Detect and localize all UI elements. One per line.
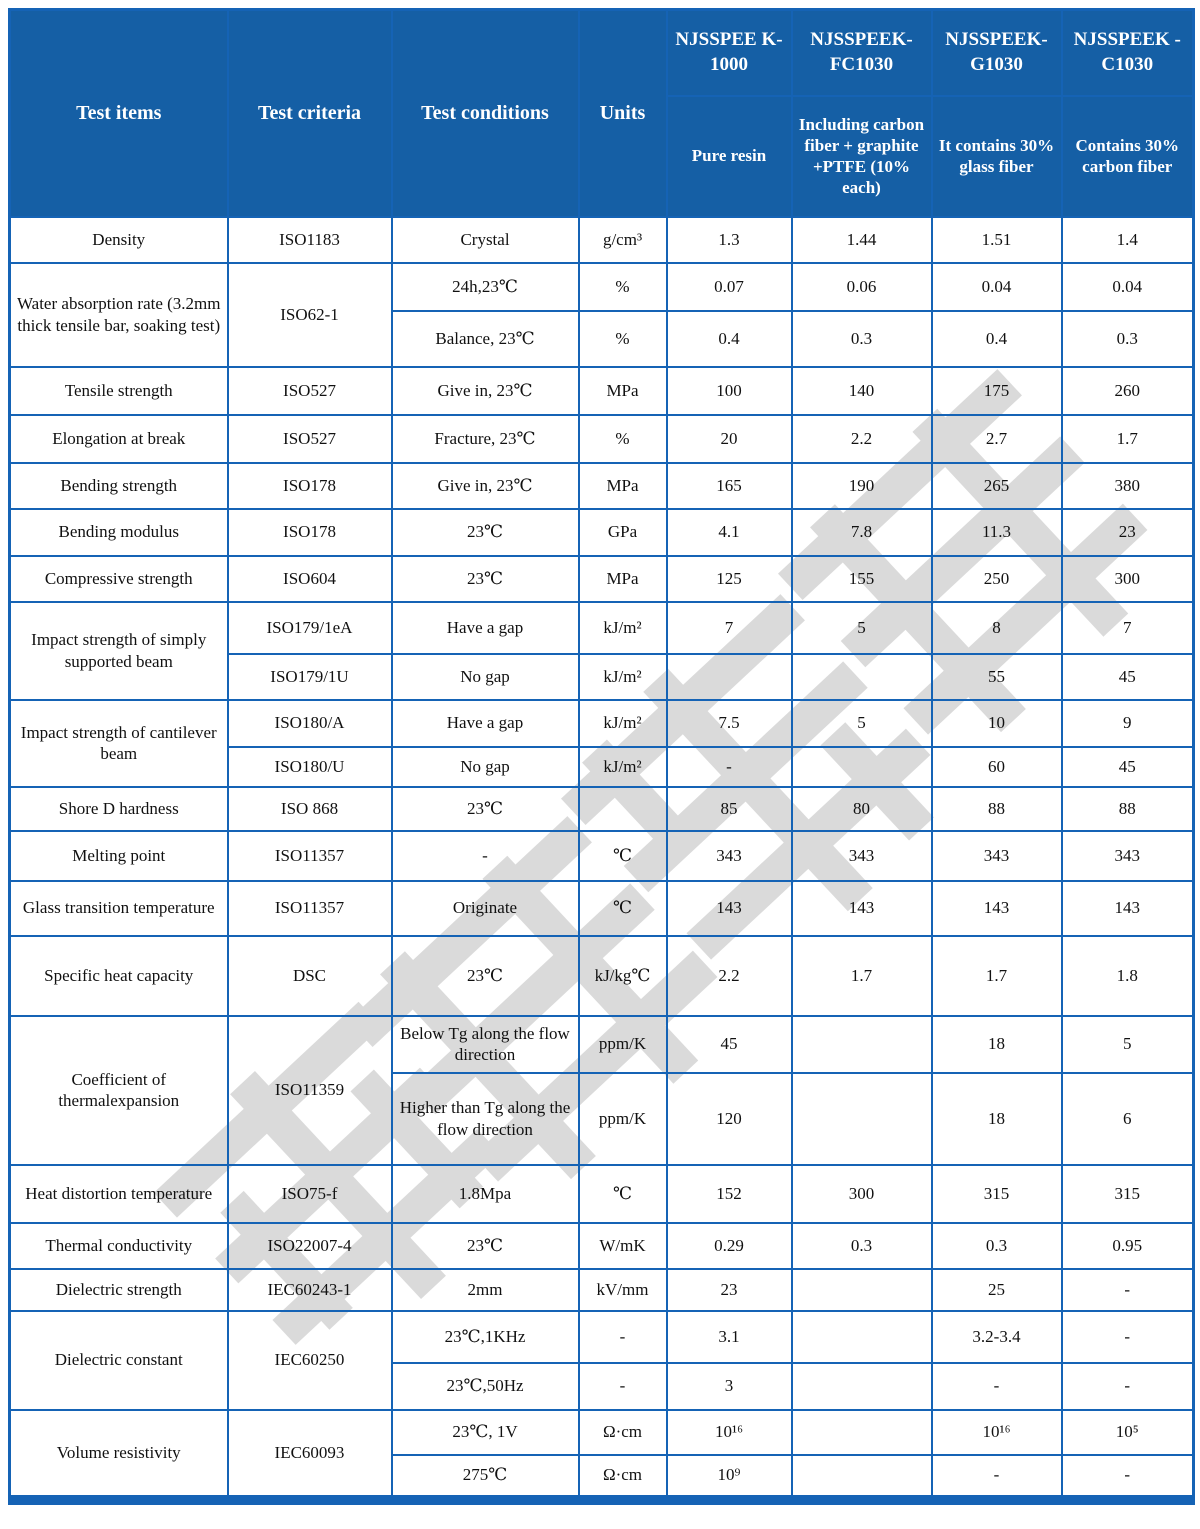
table-row: [10, 602, 1194, 654]
cell-test-condition: Fracture, 23℃: [392, 415, 579, 463]
cell-value: 25: [932, 1269, 1062, 1311]
cell-value: 1.7: [932, 936, 1062, 1016]
cell-value: [792, 1073, 932, 1165]
cell-value: 5: [792, 602, 932, 654]
cell-test-criteria: ISO180/U: [228, 747, 392, 787]
cell-value: 0.04: [932, 263, 1062, 311]
cell-value: 190: [792, 463, 932, 509]
cell-unit: kJ/m²: [579, 700, 667, 747]
cell-value: 45: [667, 1016, 792, 1073]
cell-value: [792, 654, 932, 700]
cell-value: 8: [932, 602, 1062, 654]
cell-test-condition: Have a gap: [392, 700, 579, 747]
cell-test-criteria: ISO75-f: [228, 1165, 392, 1223]
cell-test-criteria: ISO62-1: [228, 263, 392, 367]
cell-value: 9: [1062, 700, 1194, 747]
cell-test-criteria: ISO180/A: [228, 700, 392, 747]
cell-value: 6: [1062, 1073, 1194, 1165]
cell-value: 1.3: [667, 217, 792, 263]
cell-test-criteria: ISO178: [228, 509, 392, 556]
cell-value: 143: [1062, 881, 1194, 936]
table-row: [10, 556, 1194, 602]
cell-test-item: Heat distortion temperature: [10, 1165, 228, 1223]
cell-test-item: Dielectric strength: [10, 1269, 228, 1311]
cell-value: 7.5: [667, 700, 792, 747]
cell-value: 1.8: [1062, 936, 1194, 1016]
product-header-g1030: NJSSPEEK-G1030: [932, 10, 1062, 96]
cell-value: 0.29: [667, 1223, 792, 1269]
cell-unit: %: [579, 311, 667, 367]
spec-table: [8, 8, 1195, 1505]
product-desc-g1030: It contains 30% glass fiber: [932, 96, 1062, 217]
cell-unit: ppm/K: [579, 1073, 667, 1165]
cell-test-condition: Higher than Tg along the flow direction: [392, 1073, 579, 1165]
cell-test-item: Glass transition temperature: [10, 881, 228, 936]
cell-value: -: [1062, 1311, 1194, 1363]
cell-test-condition: Crystal: [392, 217, 579, 263]
cell-value: 315: [1062, 1165, 1194, 1223]
cell-value: 140: [792, 367, 932, 415]
cell-value: [792, 1455, 932, 1500]
cell-value: 10: [932, 700, 1062, 747]
cell-value: 0.06: [792, 263, 932, 311]
table-row: [10, 263, 1194, 311]
cell-value: 152: [667, 1165, 792, 1223]
cell-value: 85: [667, 787, 792, 831]
cell-unit: kJ/m²: [579, 747, 667, 787]
cell-value: 343: [932, 831, 1062, 881]
cell-test-criteria: ISO1183: [228, 217, 392, 263]
cell-test-condition: Give in, 23℃: [392, 463, 579, 509]
cell-test-item: Water absorption rate (3.2mm thick tensile bar, soaking test): [10, 263, 228, 367]
cell-unit: MPa: [579, 556, 667, 602]
cell-value: 315: [932, 1165, 1062, 1223]
cell-unit: MPa: [579, 463, 667, 509]
cell-unit: MPa: [579, 367, 667, 415]
cell-value: 260: [1062, 367, 1194, 415]
cell-value: 60: [932, 747, 1062, 787]
header-row-1: [10, 10, 1194, 96]
cell-value: -: [667, 747, 792, 787]
cell-test-criteria: ISO179/1U: [228, 654, 392, 700]
cell-value: 45: [1062, 654, 1194, 700]
cell-test-item: Coefficient of thermalexpansion: [10, 1016, 228, 1165]
cell-test-criteria: ISO11357: [228, 881, 392, 936]
cell-value: 80: [792, 787, 932, 831]
cell-unit: Ω·cm: [579, 1410, 667, 1455]
product-header-fc1030: NJSSPEEK-FC1030: [792, 10, 932, 96]
cell-value: 0.07: [667, 263, 792, 311]
cell-test-criteria: ISO604: [228, 556, 392, 602]
cell-value: [667, 654, 792, 700]
product-desc-k1000: Pure resin: [667, 96, 792, 217]
table-row: [10, 1311, 1194, 1363]
cell-value: 88: [1062, 787, 1194, 831]
cell-test-item: Shore D hardness: [10, 787, 228, 831]
cell-test-condition: 275℃: [392, 1455, 579, 1500]
cell-value: 155: [792, 556, 932, 602]
cell-test-condition: 23℃: [392, 509, 579, 556]
cell-value: 343: [667, 831, 792, 881]
cell-value: 125: [667, 556, 792, 602]
cell-test-item: Specific heat capacity: [10, 936, 228, 1016]
cell-test-condition: 23℃: [392, 936, 579, 1016]
cell-value: 10⁹: [667, 1455, 792, 1500]
cell-unit: ℃: [579, 1165, 667, 1223]
cell-value: 0.3: [792, 311, 932, 367]
cell-test-item: Compressive strength: [10, 556, 228, 602]
product-desc-fc1030: Including carbon fiber + graphite +PTFE (10% each): [792, 96, 932, 217]
cell-value: -: [1062, 1455, 1194, 1500]
cell-test-criteria: IEC60243-1: [228, 1269, 392, 1311]
cell-value: 0.3: [792, 1223, 932, 1269]
cell-value: 0.3: [932, 1223, 1062, 1269]
cell-test-condition: 2mm: [392, 1269, 579, 1311]
cell-value: 7: [667, 602, 792, 654]
cell-value: 300: [1062, 556, 1194, 602]
cell-value: 120: [667, 1073, 792, 1165]
cell-test-criteria: ISO178: [228, 463, 392, 509]
cell-test-criteria: ISO11357: [228, 831, 392, 881]
cell-value: 10¹⁶: [932, 1410, 1062, 1455]
cell-value: 1.7: [1062, 415, 1194, 463]
cell-test-condition: 23℃: [392, 1223, 579, 1269]
cell-value: 7: [1062, 602, 1194, 654]
cell-value: [792, 747, 932, 787]
cell-value: 3.2-3.4: [932, 1311, 1062, 1363]
cell-test-item: Thermal conductivity: [10, 1223, 228, 1269]
cell-value: 0.4: [667, 311, 792, 367]
cell-value: 0.95: [1062, 1223, 1194, 1269]
cell-test-item: Volume resistivity: [10, 1410, 228, 1500]
cell-unit: ℃: [579, 881, 667, 936]
cell-value: 175: [932, 367, 1062, 415]
cell-value: 0.4: [932, 311, 1062, 367]
cell-test-criteria: ISO179/1eA: [228, 602, 392, 654]
cell-value: 0.04: [1062, 263, 1194, 311]
cell-test-condition: 1.8Mpa: [392, 1165, 579, 1223]
cell-test-condition: No gap: [392, 654, 579, 700]
cell-test-condition: 23℃,1KHz: [392, 1311, 579, 1363]
cell-test-item: Elongation at break: [10, 415, 228, 463]
cell-test-criteria: ISO22007-4: [228, 1223, 392, 1269]
cell-unit: g/cm³: [579, 217, 667, 263]
cell-test-item: Bending modulus: [10, 509, 228, 556]
table-row: [10, 936, 1194, 1016]
cell-value: 300: [792, 1165, 932, 1223]
cell-test-criteria: ISO527: [228, 415, 392, 463]
column-header-units: Units: [579, 10, 667, 217]
table-row: [10, 787, 1194, 831]
cell-value: 23: [1062, 509, 1194, 556]
cell-value: 11.3: [932, 509, 1062, 556]
cell-value: 343: [792, 831, 932, 881]
cell-value: 165: [667, 463, 792, 509]
cell-value: 23: [667, 1269, 792, 1311]
cell-unit: ppm/K: [579, 1016, 667, 1073]
cell-unit: ℃: [579, 831, 667, 881]
cell-value: [792, 1363, 932, 1410]
cell-unit: Ω·cm: [579, 1455, 667, 1500]
table-row: [10, 1223, 1194, 1269]
cell-test-condition: -: [392, 831, 579, 881]
cell-value: 45: [1062, 747, 1194, 787]
table-row: [10, 217, 1194, 263]
cell-value: 1.7: [792, 936, 932, 1016]
table-row: [10, 463, 1194, 509]
cell-test-item: Tensile strength: [10, 367, 228, 415]
cell-value: 143: [792, 881, 932, 936]
cell-value: 7.8: [792, 509, 932, 556]
cell-test-condition: Below Tg along the flow direction: [392, 1016, 579, 1073]
cell-test-criteria: ISO 868: [228, 787, 392, 831]
cell-unit: kV/mm: [579, 1269, 667, 1311]
cell-value: 143: [932, 881, 1062, 936]
cell-test-condition: Give in, 23℃: [392, 367, 579, 415]
cell-test-criteria: ISO11359: [228, 1016, 392, 1165]
cell-value: 2.2: [792, 415, 932, 463]
cell-value: [792, 1016, 932, 1073]
product-header-c1030: NJSSPEEK -C1030: [1062, 10, 1194, 96]
cell-test-criteria: IEC60093: [228, 1410, 392, 1500]
table-row: [10, 881, 1194, 936]
cell-unit: kJ/m²: [579, 602, 667, 654]
cell-value: 2.7: [932, 415, 1062, 463]
cell-unit: %: [579, 415, 667, 463]
column-header-test-items: Test items: [10, 10, 228, 217]
cell-value: 3: [667, 1363, 792, 1410]
cell-test-condition: No gap: [392, 747, 579, 787]
cell-test-item: Dielectric constant: [10, 1311, 228, 1410]
cell-unit: W/mK: [579, 1223, 667, 1269]
cell-value: 1.4: [1062, 217, 1194, 263]
cell-test-condition: 23℃,50Hz: [392, 1363, 579, 1410]
cell-value: 88: [932, 787, 1062, 831]
cell-value: 10⁵: [1062, 1410, 1194, 1455]
column-header-test-criteria: Test criteria: [228, 10, 392, 217]
cell-test-condition: Originate: [392, 881, 579, 936]
cell-value: 55: [932, 654, 1062, 700]
table-row: [10, 831, 1194, 881]
table-row: [10, 1269, 1194, 1311]
cell-value: 4.1: [667, 509, 792, 556]
cell-value: 0.3: [1062, 311, 1194, 367]
cell-unit: -: [579, 1311, 667, 1363]
cell-value: 10¹⁶: [667, 1410, 792, 1455]
cell-value: 265: [932, 463, 1062, 509]
cell-value: 343: [1062, 831, 1194, 881]
cell-unit: -: [579, 1363, 667, 1410]
product-desc-c1030: Contains 30% carbon fiber: [1062, 96, 1194, 217]
cell-test-condition: 23℃, 1V: [392, 1410, 579, 1455]
cell-value: [792, 1410, 932, 1455]
cell-value: 250: [932, 556, 1062, 602]
cell-value: [792, 1311, 932, 1363]
cell-value: 1.44: [792, 217, 932, 263]
cell-unit: kJ/m²: [579, 654, 667, 700]
cell-test-item: Melting point: [10, 831, 228, 881]
cell-value: 1.51: [932, 217, 1062, 263]
cell-value: 18: [932, 1073, 1062, 1165]
table-row: [10, 1165, 1194, 1223]
table-row: [10, 415, 1194, 463]
cell-value: 20: [667, 415, 792, 463]
table-row: [10, 700, 1194, 747]
cell-unit: GPa: [579, 509, 667, 556]
cell-value: 5: [792, 700, 932, 747]
table-row: [10, 1016, 1194, 1073]
cell-test-condition: 24h,23℃: [392, 263, 579, 311]
cell-unit: %: [579, 263, 667, 311]
cell-value: 100: [667, 367, 792, 415]
cell-value: -: [932, 1363, 1062, 1410]
cell-test-condition: 23℃: [392, 787, 579, 831]
cell-test-item: Bending strength: [10, 463, 228, 509]
cell-value: -: [1062, 1363, 1194, 1410]
cell-test-condition: 23℃: [392, 556, 579, 602]
cell-test-item: Impact strength of cantilever beam: [10, 700, 228, 787]
product-header-k1000: NJSSPEE K-1000: [667, 10, 792, 96]
cell-test-item: Density: [10, 217, 228, 263]
column-header-test-conditions: Test conditions: [392, 10, 579, 217]
cell-value: 18: [932, 1016, 1062, 1073]
table-row: [10, 509, 1194, 556]
cell-value: 3.1: [667, 1311, 792, 1363]
cell-value: [792, 1269, 932, 1311]
cell-unit: [579, 787, 667, 831]
cell-test-criteria: IEC60250: [228, 1311, 392, 1410]
cell-value: 380: [1062, 463, 1194, 509]
cell-test-condition: Balance, 23℃: [392, 311, 579, 367]
cell-test-criteria: ISO527: [228, 367, 392, 415]
table-row: [10, 367, 1194, 415]
cell-unit: kJ/kg℃: [579, 936, 667, 1016]
table-row: [10, 1410, 1194, 1455]
cell-value: -: [932, 1455, 1062, 1500]
cell-test-criteria: DSC: [228, 936, 392, 1016]
cell-value: 2.2: [667, 936, 792, 1016]
cell-value: 143: [667, 881, 792, 936]
cell-value: 5: [1062, 1016, 1194, 1073]
cell-test-condition: Have a gap: [392, 602, 579, 654]
cell-test-item: Impact strength of simply supported beam: [10, 602, 228, 700]
cell-value: -: [1062, 1269, 1194, 1311]
